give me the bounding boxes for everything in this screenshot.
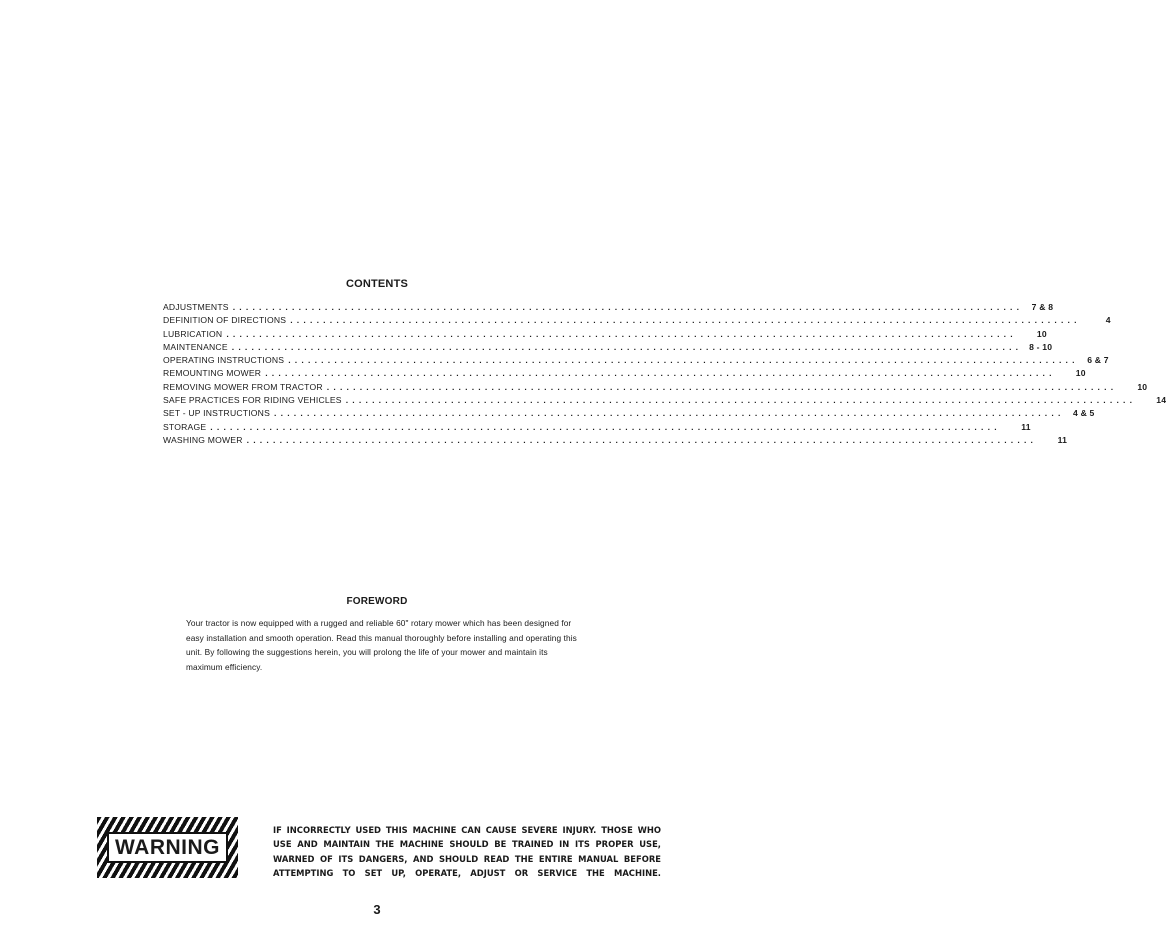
toc-entry-label: OPERATING INSTRUCTIONS [163,355,285,366]
toc-entry [163,434,1068,447]
toc-dot-leader: ........................................................................................................................ [290,315,1081,326]
toc-entry [163,328,1047,341]
toc-dot-leader: ........................................................................................................................ [345,395,1137,406]
toc-entry [163,301,1054,314]
toc-entry-label: SET - UP INSTRUCTIONS [163,408,271,419]
toc-dot-leader: ........................................................................................................................ [246,434,1038,445]
toc-entry-label: DEFINITION OF DIRECTIONS [163,315,287,326]
toc-entry [163,354,1109,367]
toc-dot-leader: ........................................................................................................................ [326,381,1118,392]
toc-entry-page: 4 [1105,315,1111,326]
toc-entry [163,314,1111,327]
toc-dot-leader: ........................................................................................................................ [232,302,1024,312]
toc-entry-page: 11 [1057,434,1068,445]
toc-entry [163,341,1053,354]
toc-dot-leader: ........................................................................................................................ [265,368,1056,379]
toc-dot-leader: ........................................................................................................................ [226,328,1017,339]
toc-entry-label: REMOUNTING MOWER [163,368,262,379]
toc-dot-leader: ........................................................................................................................ [274,408,1065,419]
toc-entry-label: SAFE PRACTICES FOR RIDING VEHICLES [163,395,342,406]
toc-entry-page: 4 & 5 [1073,408,1095,419]
toc-dot-leader: ........................................................................................................................ [288,355,1079,366]
toc-entry-page: 8 - 10 [1029,341,1053,352]
toc-entry-page: 11 [1021,421,1031,432]
foreword-paragraph: Your tractor is now equipped with a rugged and reliable 60" rotary mower which has been designed for easy installation and smooth operation. Read this manual thoroughly before installing and operating this unit. By following the suggestions herein, you will prolong the life of your mower and maintain its maximum efficiency. [186,618,577,672]
warning-notice-line: WARNED OF ITS DANGERS, AND SHOULD READ THE ENTIRE MANUAL BEFORE [273,853,661,864]
toc-entry-page: 10 [1036,328,1047,339]
toc-entry-page: 14 [1156,395,1166,406]
toc-entry [163,394,1166,407]
warning-label: WARNING [107,832,228,863]
warning-notice-line: IF INCORRECTLY USED THIS MACHINE CAN CAUSE SEVERE INJURY. THOSE WHO [273,825,661,835]
foreword-heading: FOREWORD [346,596,408,607]
toc-entry-page: 6 & 7 [1087,355,1109,366]
toc-entry-label: MAINTENANCE [163,341,228,352]
toc-entry [163,421,1031,434]
toc-dot-leader: ........................................................................................................................ [210,421,1001,432]
warning-notice [273,823,661,881]
contents-heading: CONTENTS [345,278,409,290]
toc-dot-leader: ........................................................................................................................ [231,341,1023,352]
toc-entry-label: LUBRICATION [163,328,223,339]
toc-entry [163,381,1148,394]
toc-entry-label: WASHING MOWER [163,434,243,445]
toc-entry-page: 10 [1075,368,1086,379]
table-of-contents [163,301,1166,447]
toc-entry-page: 10 [1137,381,1148,392]
toc-entry [163,367,1086,380]
toc-entry-label: REMOVING MOWER FROM TRACTOR [163,381,323,392]
toc-entry-label: ADJUSTMENTS [163,302,229,312]
warning-sign [97,817,238,878]
toc-entry-label: STORAGE [163,421,207,432]
toc-entry [163,407,1095,420]
page-number: 3 [373,902,381,917]
warning-notice-line: ATTEMPTING TO SET UP, OPERATE, ADJUST OR SERVICE THE MACHINE. [273,868,661,879]
warning-notice-line: USE AND MAINTAIN THE MACHINE SHOULD BE TRAINED IN ITS PROPER USE, [273,839,661,850]
toc-entry-page: 7 & 8 [1031,302,1054,312]
